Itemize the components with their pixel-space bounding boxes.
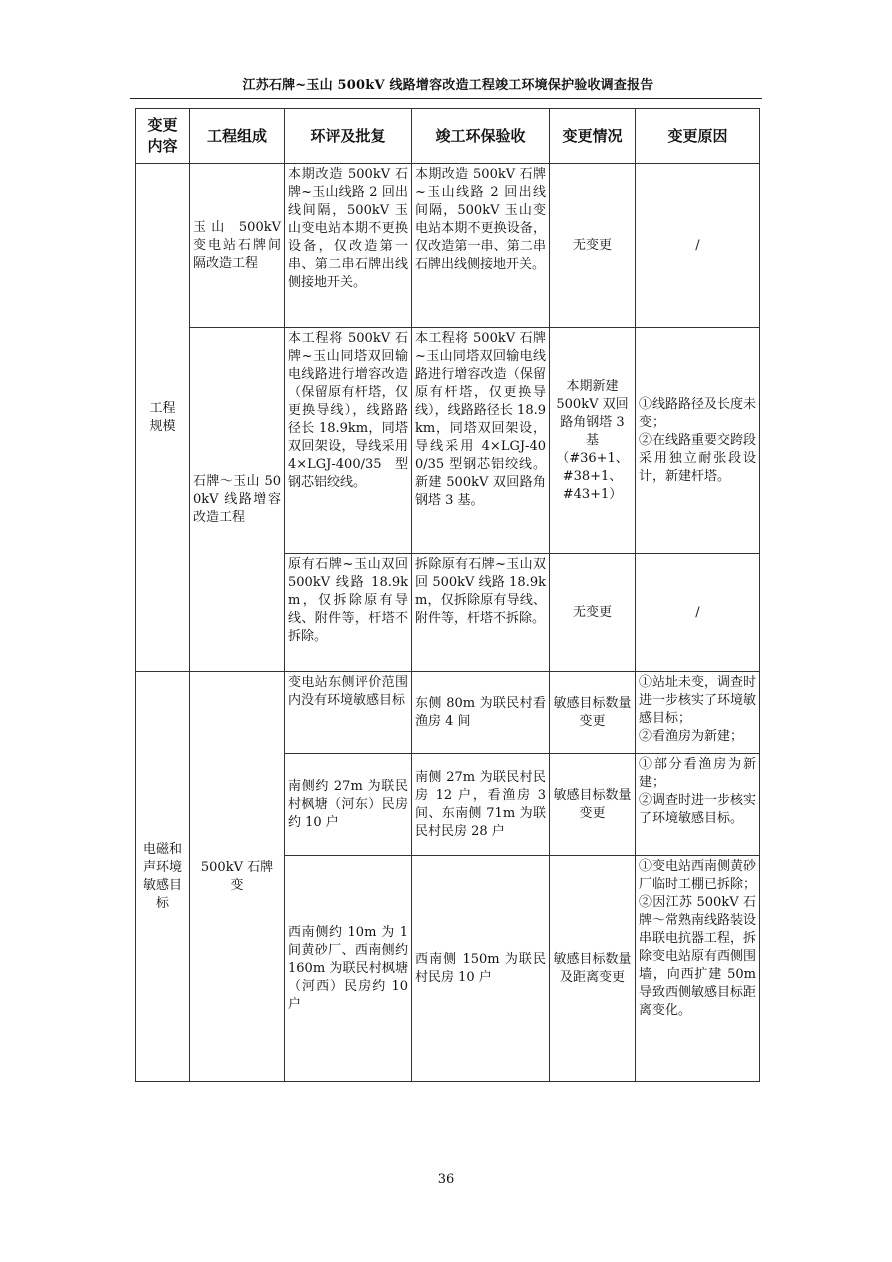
header-change-content: 变更 内容 — [136, 109, 190, 164]
acceptance-cell: 东侧 80m 为联民村看渔房 4 间 — [412, 672, 550, 754]
acceptance-cell: 本工程将 500kV 石牌~玉山同塔双回输电线路进行增容改造（保留原有杆塔，仅更换导线），线路路径长 18.9km，同塔双回架设，导线采用 4×LGJ-400/35 型钢芯铝绞线。新建 500kV 双回路角钢塔 3 基。 — [412, 328, 550, 554]
category-cell: 工程 规模 — [136, 164, 190, 672]
change-cell: 无变更 — [550, 554, 636, 672]
eia-cell: 变电站东侧评价范围内没有环境敏感目标 — [285, 672, 412, 754]
component-cell: 玉山 500kV 变电站石牌间隔改造工程 — [190, 164, 285, 328]
reason-cell: ①部分看渔房为新建； ②调查时进一步核实了环境敏感目标。 — [636, 754, 760, 856]
reason-cell: ①线路路径及长度未变； ②在线路重要交跨段采用独立耐张段设计，新建杆塔。 — [636, 328, 760, 554]
eia-cell: 南侧约 27m 为联民村枫塘（河东）民房约 10 户 — [285, 754, 412, 856]
header-acceptance: 竣工环保验收 — [412, 109, 550, 164]
page-title: 江苏石牌~玉山 500kV 线路增容改造工程竣工环境保护验收调查报告 — [242, 78, 654, 93]
eia-cell: 本期改造 500kV 石牌~玉山线路 2 回出线间隔，500kV 玉山变电站本期不更换设备，仅改造第一串、第二串石牌出线侧接地开关。 — [285, 164, 412, 328]
change-cell: 无变更 — [550, 164, 636, 328]
reason-cell: ①站址未变，调查时进一步核实了环境敏感目标； ②看渔房为新建； — [636, 672, 760, 754]
reason-cell: / — [636, 554, 760, 672]
change-cell: 本期新建 500kV 双回 路角钢塔 3 基 （#36+1、 #38+1、 #43+1） — [550, 328, 636, 554]
header-change-status: 变更情况 — [550, 109, 636, 164]
acceptance-cell: 拆除原有石牌~玉山双回 500kV 线路 18.9km，仅拆除原有导线、附件等，杆塔不拆除。 — [412, 554, 550, 672]
change-cell: 敏感目标数量变更 — [550, 672, 636, 754]
acceptance-cell: 本期改造 500kV 石牌~玉山线路 2 回出线间隔，500kV 玉山变电站本期不更换设备，仅改造第一串、第二串石牌出线侧接地开关。 — [412, 164, 550, 328]
eia-cell: 西南侧约 10m 为 1 间黄砂厂、西南侧约 160m 为联民村枫塘（河西）民房约 10 户 — [285, 856, 412, 1082]
header-component: 工程组成 — [190, 109, 285, 164]
header-eia-approval: 环评及批复 — [285, 109, 412, 164]
table-header-row — [136, 109, 760, 164]
change-cell: 敏感目标数量及距离变更 — [550, 856, 636, 1082]
page-number: 36 — [437, 1172, 455, 1187]
eia-cell: 原有石牌~玉山双回 500kV 线路 18.9km，仅拆除原有导线、附件等，杆塔不拆除。 — [285, 554, 412, 672]
table-row — [136, 672, 760, 754]
table-row — [136, 164, 760, 328]
change-cell: 敏感目标数量变更 — [550, 754, 636, 856]
header-change-reason: 变更原因 — [636, 109, 760, 164]
reason-cell: ①变电站西南侧黄砂厂临时工棚已拆除； ②因江苏 500kV 石牌～常熟南线路装设串联电抗器工程，拆除变电站原有西侧围墙，向西扩建 50m 导致西侧敏感目标距离变化。 — [636, 856, 760, 1082]
reason-cell: / — [636, 164, 760, 328]
category-cell: 电磁和 声环境 敏感目 标 — [136, 672, 190, 1082]
acceptance-cell: 南侧 27m 为联民村民房 12 户，看渔房 3 间、东南侧 71m 为联民村民房 28 户 — [412, 754, 550, 856]
change-table — [135, 108, 760, 1082]
title-rule — [130, 98, 762, 99]
component-cell: 石牌～玉山 500kV 线路增容改造工程 — [190, 328, 285, 672]
table-row — [136, 328, 760, 554]
acceptance-cell: 西南侧 150m 为联民村民房 10 户 — [412, 856, 550, 1082]
component-cell: 500kV 石牌 变 — [190, 672, 285, 1082]
eia-cell: 本工程将 500kV 石牌~玉山同塔双回输电线路进行增容改造（保留原有杆塔，仅更换导线），线路路径长 18.9km，同塔双回架设，导线采用 4×LGJ-400/35 型钢芯铝绞线。 — [285, 328, 412, 554]
